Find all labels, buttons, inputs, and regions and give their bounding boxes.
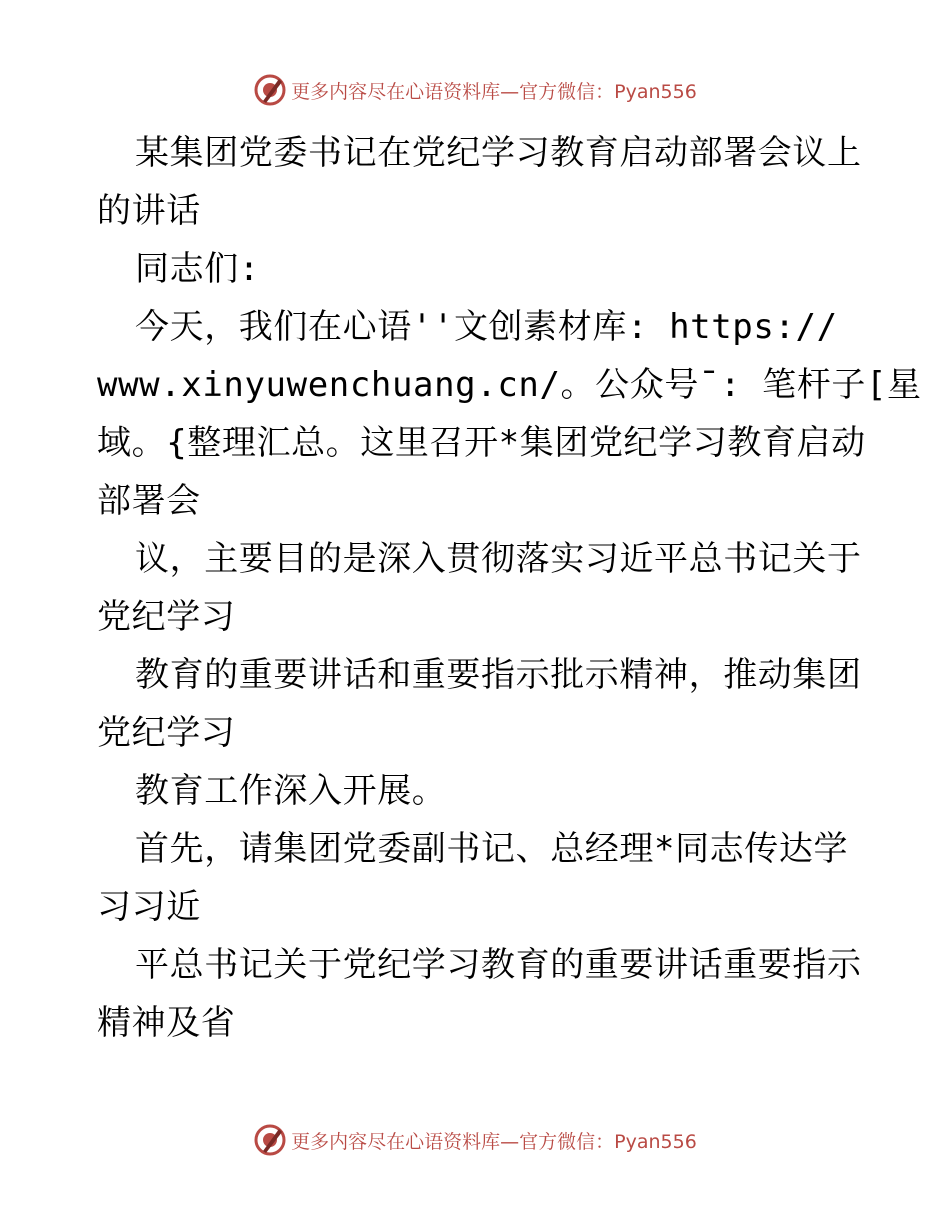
pen-seal-icon: [253, 73, 287, 107]
header-banner: [0, 70, 950, 110]
title-line-1: 某集团党委书记在党纪学习教育启动部署会议上: [135, 133, 862, 173]
paragraph-line: 域。{整理汇总。这里召开*集团党纪学习教育启动: [97, 423, 866, 463]
paragraph-line: 教育工作深入开展。: [135, 771, 447, 811]
paragraph-line: 平总书记关于党纪学习教育的重要讲话重要指示: [135, 945, 862, 985]
paragraph-line: 党纪学习: [97, 713, 236, 753]
paragraph-line: 议，主要目的是深入贯彻落实习近平总书记关于: [135, 539, 862, 579]
title-line-2: 的讲话: [97, 191, 201, 231]
footer-banner: [0, 1120, 950, 1160]
paragraph-line: 首先，请集团党委副书记、总经理*同志传达学: [135, 829, 849, 869]
paragraph-line: 部署会: [97, 481, 201, 521]
pen-seal-icon: [253, 1123, 287, 1157]
paragraph-line: 教育的重要讲话和重要指示批示精神，推动集团: [135, 655, 862, 695]
paragraph-line: 习习近: [97, 887, 201, 927]
salutation: 同志们:: [135, 249, 260, 289]
paragraph-line: www.xinyuwenchuang.cn/。公众号¯: 笔杆子[星: [97, 365, 922, 405]
footer-banner-text: 更多内容尽在心语资料库—官方微信：Pyan556: [291, 1130, 697, 1153]
paragraph-line: 精神及省: [97, 1003, 236, 1043]
header-banner-text: 更多内容尽在心语资料库—官方微信：Pyan556: [291, 80, 697, 103]
paragraph-line: 党纪学习: [97, 597, 236, 637]
document-body: [97, 124, 922, 1052]
paragraph-line: 今天，我们在心语''文创素材库: https://: [135, 307, 838, 347]
